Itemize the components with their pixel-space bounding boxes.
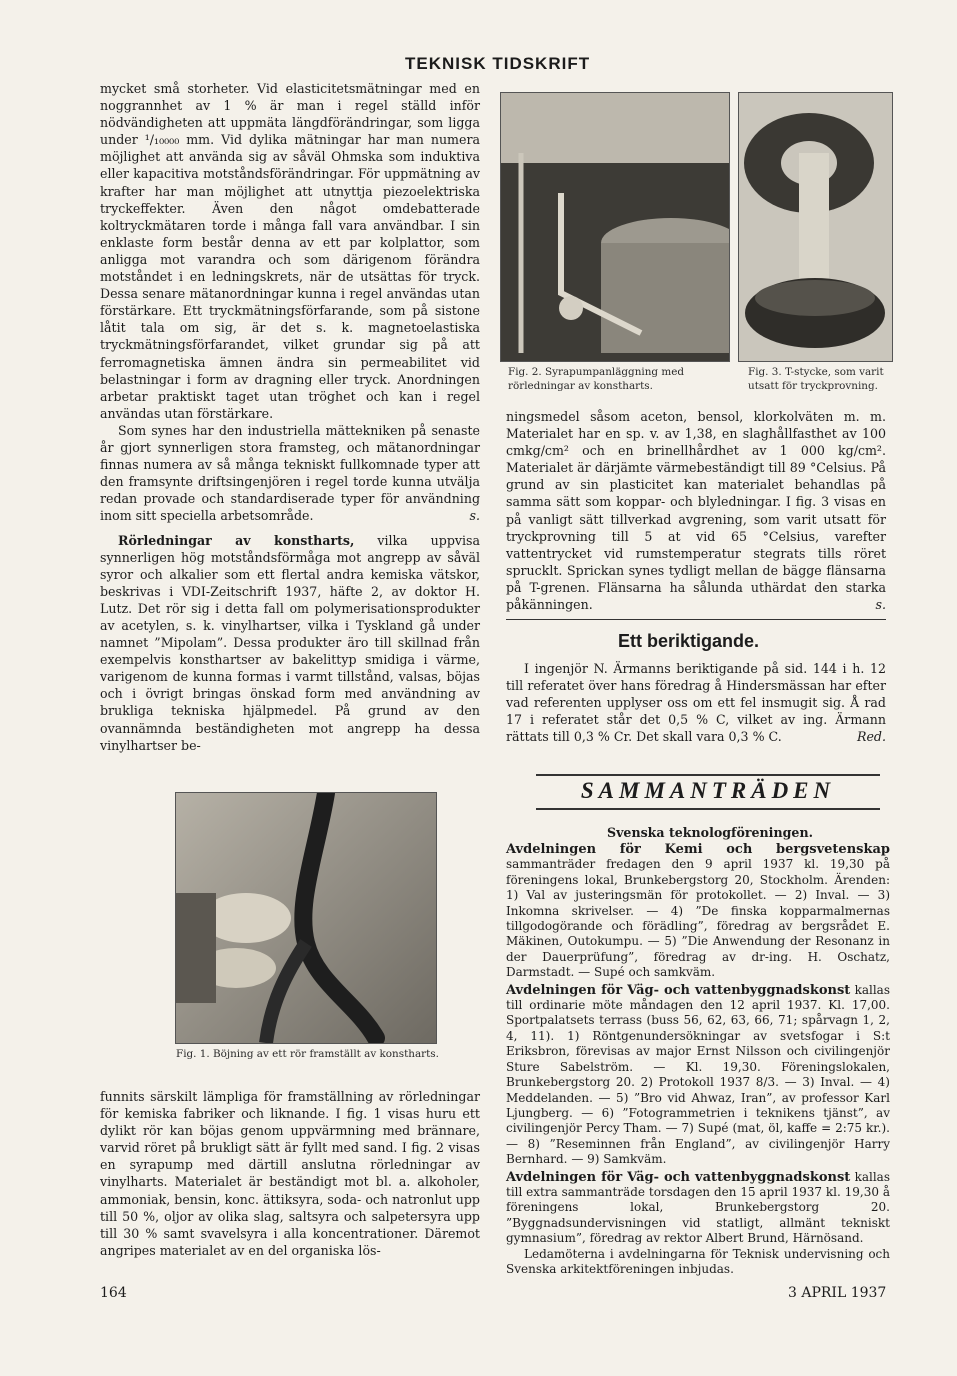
association-heading: Svenska teknologföreningen.: [607, 825, 813, 840]
meeting-entry: [506, 983, 890, 1168]
fig2-caption: Fig. 2. Syrapumpanläggning med rörledningar av konstharts.: [508, 366, 685, 392]
meeting-text: kallas till ordinarie möte måndagen den 12 april 1937. Kl. 17,00. Sportpalatsets terrass (buss 56, 62, 63, 66, 71; spårvagn 1, 2, 4, 11). 1) Röntgenundersökningar av svetsfogar i S:t Eriksbron, förevisas av major Ernst Nilsson och civilingenjör Sture Sabelström. — Kl. 19,30. Föreningslokalen, Brunkebergstorg 20. 2) Protokoll 1937 8/3. — 3) Inval. — 4) Meddelanden. — 5) ”Bro vid Ahwaz, Iran”, av professor Karl Ljungberg. — 6) ”Fotogrammetrien i teknikens tjänst”, av civilingenjör Percy Tham. — 7) Supé (mat, öl, kaffe = 2:75 kr.). — 8) ”Reseminnen från England”, av civilingenjör Harry Bernhard. — 9) Samkväm.: [506, 982, 890, 1167]
meeting-lead: Avdelningen för Kemi och bergsvetenskap: [506, 842, 890, 857]
right-column-text: [506, 408, 886, 613]
acid-pump-image: [501, 93, 729, 361]
meeting-entry: [506, 1170, 890, 1247]
meeting-entry: [506, 842, 890, 981]
fig1-caption: Fig. 1. Böjning av ett rör framställt av konstharts.: [176, 1048, 439, 1060]
beriktigande-heading: Ett beriktigande.: [618, 631, 760, 651]
samm-rule-top: [536, 774, 880, 776]
paragraph: I ingenjör N. Ärmanns beriktigande på sid. 144 i h. 12 till referatet över hans föredrag å Hindersmässan har efter vad referenten upplyser oss om ett fel insmugit sig. Å rad 17 i referatet står det 0,5 % C, vilket av ing. Ärmann rättats till 0,3 % Cr. Det skall vara 0,3 % C.: [506, 661, 886, 745]
beriktigande-text: [506, 660, 886, 746]
article-text: vilka uppvisa synnerligen hög motståndsförmåga mot angrepp av såväl syror och alkalier som ett flertal andra kemiska vätskor, beskrivas i VDI-Zeitschrift 1937, häfte 2, av doktor H. Lutz. Det rör sig i detta fall om polymerisationsprodukter av acetylen, s. k. vinylhartser, vilka i Tyskland gå under namnet ”Mipolam”. Dessa produkter äro till skillnad från exempelvis konsthartser av bakelittyp smidiga i värme, varigenom de kunna formas i varmt tillstånd, valsas, böjas och i övrigt bringas önskad form med användning av brukliga tekniska hjälpmedel. På grund av den ovannämnda beständigheten mot angrepp ha dessa vinylhartser be-: [100, 532, 480, 753]
meetings-list: [506, 842, 890, 1277]
paragraph: ningsmedel såsom aceton, bensol, klorkolväten m. m. Materialet har en sp. v. av 1,38, en slaghållfasthet av 100 cmkg/cm² och en brinellhårdhet av 1 000 kg/cm². Materialet är därjämte värmebeständigt till 89 °Celsius. På grund av sin plasticitet kan materialet behandlas på samma sätt som koppar- och blyledningar. I fig. 3 visas en på vanligt sätt tillverkad avgrening, som varit utsatt för tryckprovning till 5 at vid 65 °Celsius, varefter vattentrycket vid rumstemperatur stegrats tills röret sprucklt. Sprickan synes tydligt mellan de bägge flänsarna på T-grenen. Flänsarna ha sålunda uthärdat den starka påkänningen.: [506, 409, 886, 613]
fig2-photo: [500, 92, 730, 362]
left-column-top: [100, 80, 480, 754]
meeting-lead: Avdelningen för Väg- och vattenbyggnadskonst: [506, 1169, 851, 1185]
left-column-bottom: [100, 1088, 480, 1259]
meeting-text: sammanträder fredagen den 9 april 1937 kl. 19,30 på föreningens lokal, Brunkebergstorg 20, Stockholm. Ärenden: 1) Val av justeringsmän för protokollet. — 2) Inval. — 3) Inkomna skrivelser. — 4) ”De finska kopparmalmernas tillgodogörande och förädling”, föredrag av bergsrådet E. Mäkinen, Outokumpu. — 5) ”Die Anwendung der Resonanz in der Dauerprüfung”, föredrag av dr-ing. H. Oschatz, Darmstadt. — Supé och samkväm.: [506, 857, 890, 980]
journal-title: TEKNISK TIDSKRIFT: [405, 54, 591, 73]
page-number: 164: [100, 1285, 127, 1301]
bending-pipe-image: [176, 793, 436, 1043]
signature: Red.: [856, 729, 886, 745]
samm-rule-bottom: [536, 808, 880, 810]
article-rorledningar: [100, 532, 480, 754]
meeting-note: Ledamöterna i avdelningarna för Teknisk undervisning och Svenska arkitektföreningen inbjudas.: [506, 1246, 890, 1276]
t-piece-image: [739, 93, 892, 361]
signature: s.: [469, 508, 480, 524]
article-lead: Rörledningar av konstharts,: [118, 532, 355, 548]
paragraph: mycket små storheter. Vid elasticitetsmätningar med en noggrannhet av 1 % är man i regel ställd inför nödvändigheten att uppmäta längdförändringar, som ligga under ¹/₁₀₀₀₀ mm. Vid dylika mätningar har man numera möjlighet att använda sig av såväl Ohmska som induktiva eller kapacitiva motståndsförändringar. För uppmätning av krafter har man möjlighet att utnyttja piezoelektriska tryckeffekter. Även den något omdebatterade koltryckmätaren torde i många fall vara användbar. I sin enklaste form består denna av ett par kolplattor, som anligga mot varandra och som därigenom förändra motståndet i en ledningskrets, när de utsättas för tryck. Dessa senare mätanordningar kunna i regel användas utan förstärkare. Ett tryckmätningsförfarande, som på sistone låtit tala om sig, är det s. k. magnetoelastiska tryckmätningsförfarandet, vilket grundar sig på att ferromagnetiska ämnen ändra sin permeabilitet vid belastningar i form av dragning eller tryck. Anordningen arbetar praktiskt taget utan tröghet och kan i regel användas utan förstärkare.: [100, 81, 480, 421]
meeting-text: kallas till extra sammanträde torsdagen den 15 april 1937 kl. 19,30 å föreningens lokal, Brunkebergstorg 20. ”Byggnadsundervisningen vid statligt, allmänt tekniskt gymnasium”, föredrag av rektor Albert Brund, Härnösand.: [506, 1169, 890, 1246]
fig3-caption: Fig. 3. T-stycke, som varit utsatt för tryckprovning.: [748, 366, 884, 392]
meeting-lead: Avdelningen för Väg- och vattenbyggnadskonst: [506, 982, 851, 998]
fig1-photo: [175, 792, 437, 1044]
sammantraden-heading: SAMMANTRÄDEN: [580, 778, 836, 803]
signature: s.: [875, 597, 886, 613]
issue-date: 3 APRIL 1937: [788, 1285, 887, 1301]
paragraph: Som synes har den industriella mättekniken på senaste år gjort synnerligen stora framsteg, och mätanordningar finnas numera av så många tekniskt fullkomnade typer att den framsynte driftsingenjören i regel torde kunna utvälja redan provade och standardiserade typer för användning inom sitt speciella arbetsområde.: [100, 422, 480, 524]
fig3-photo: [738, 92, 893, 362]
paragraph: funnits särskilt lämpliga för framställning av rörledningar för kemiska fabriker och liknande. I fig. 1 visas huru ett dylikt rör kan böjas genom uppvärmning med brännare, varvid röret på brukligt sätt är fyllt med sand. I fig. 2 visas en syrapump med därtill anslutna rörledningar av vinylharts. Materialet är beständigt mot bl. a. alkoholer, ammoniak, bensin, konc. ättiksyra, soda- och natronlut upp till 50 %, oljor av olika slag, saltsyra och salpetersyra upp till 30 % samt svavelsyra i alla koncentrationer. Däremot angripes materialet av en del organiska lös-: [100, 1089, 480, 1258]
divider: [506, 619, 886, 620]
